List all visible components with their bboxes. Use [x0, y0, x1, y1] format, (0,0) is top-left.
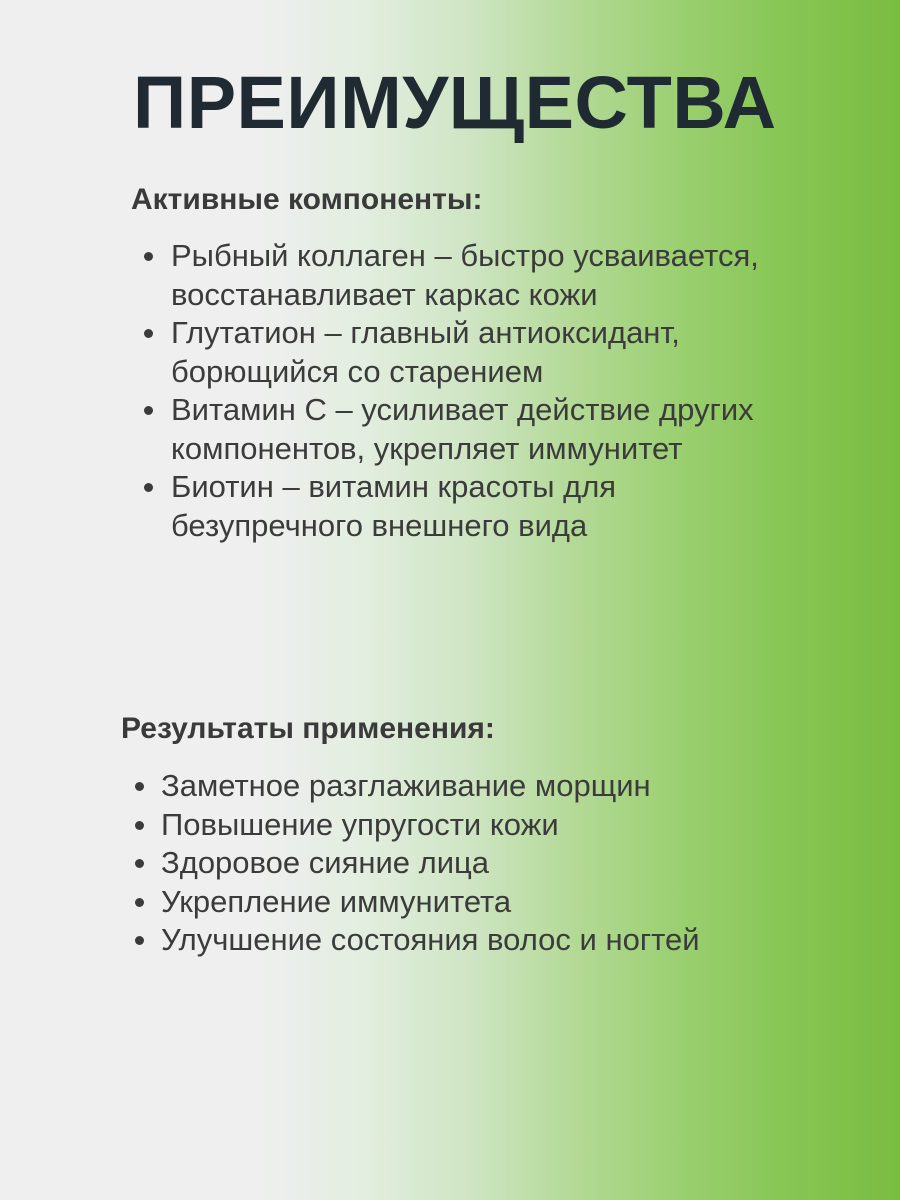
bullet-icon	[135, 821, 144, 830]
bullet-icon	[144, 483, 153, 492]
page-title: ПРЕИМУЩЕСТВА	[133, 61, 777, 144]
list-item	[171, 314, 771, 391]
list-item-text: Рыбный коллаген – быстро усваивается, восстанавливает каркас кожи	[171, 238, 759, 312]
list-item-text: Повышение упругости кожи	[161, 806, 559, 842]
list-item-text: Глутатион – главный антиоксидант, борющийся со старением	[171, 315, 680, 389]
list-item	[161, 883, 801, 922]
active-components-heading: Активные компоненты:	[131, 183, 483, 216]
list-item	[171, 391, 771, 468]
bullet-icon	[144, 406, 153, 415]
list-item-text: Биотин – витамин красоты для безупречного внешнего вида	[171, 469, 617, 543]
list-item-text: Витамин С – усиливает действие других компонентов, укрепляет иммунитет	[171, 392, 754, 466]
bullet-icon	[144, 329, 153, 338]
results-list	[161, 767, 801, 960]
list-item-text: Заметное разглаживание морщин	[161, 768, 651, 803]
list-item-text: Улучшение состояния волос и ногтей	[161, 922, 700, 957]
active-components-list	[171, 237, 771, 545]
bullet-icon	[135, 859, 144, 868]
list-item	[171, 237, 771, 314]
list-item	[171, 468, 771, 545]
list-item-text: Здоровое сияние лица	[161, 845, 490, 880]
bullet-icon	[135, 936, 144, 945]
results-heading: Результаты применения:	[121, 712, 495, 745]
list-item	[161, 921, 801, 960]
bullet-icon	[135, 898, 144, 907]
bullet-icon	[135, 782, 144, 791]
bullet-icon	[144, 252, 153, 261]
list-item	[161, 844, 801, 883]
list-item-text: Укрепление иммунитета	[161, 883, 512, 919]
list-item	[161, 806, 801, 845]
list-item	[161, 767, 801, 806]
